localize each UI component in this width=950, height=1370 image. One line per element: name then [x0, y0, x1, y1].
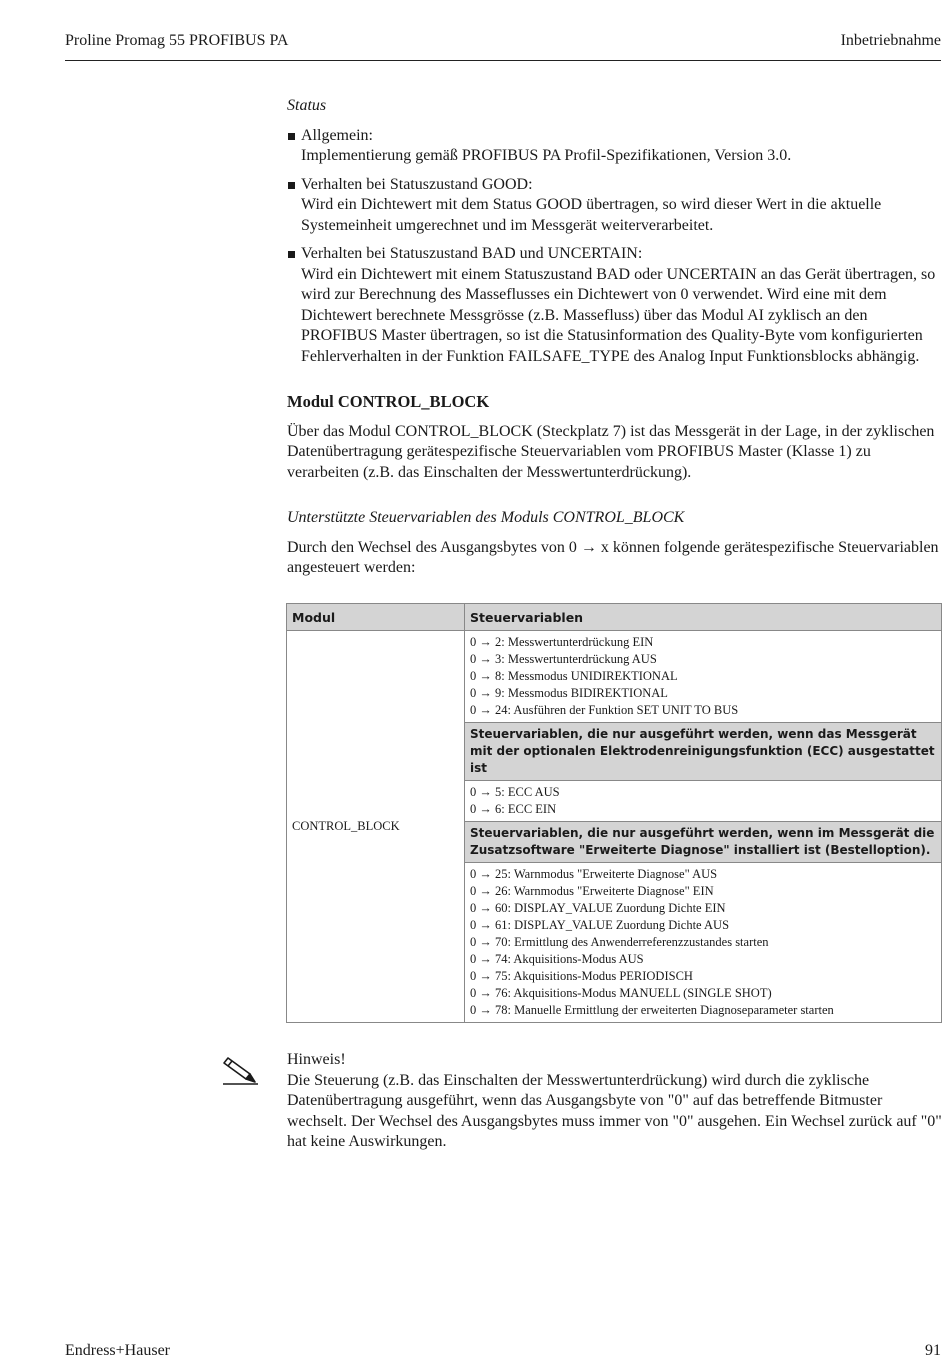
section-title: Modul CONTROL_BLOCK [287, 392, 490, 411]
variables-cell-group1 [465, 631, 942, 723]
list-item-text: Wird ein Dichtewert mit einem Statuszustand BAD oder UNCERTAIN an das Gerät übertragen, so wird zur Berechnung des Masseflusses ein Dichtewert von 0 verwendet. Wird eine mit dem Dichtewert berechnete Messgrösse (z.B. Massefluss) über das Modul AI zyklisch an den PROFIBUS Master übertragen, so ist die Statusinformation des Quality-Byte vom konfigurierten Fehlerverhalten in der Funktion FAILSAFE_TYPE des Analog Input Funktionsblocks abhängig. [301, 265, 936, 365]
list-item-label: Verhalten bei Statuszustand BAD und UNCERTAIN: [301, 245, 643, 262]
table-row [287, 631, 942, 723]
section-intro: Über das Modul CONTROL_BLOCK (Steckplatz 7) ist das Messgerät in der Lage, in der zyklischen Datenübertragung gerätespezifische Steuervariablen vom PROFIBUS Master (Klasse 1) zu verarbeiten (z.B. das Einschalten der Messwertunterdrückung). [287, 422, 935, 481]
header-divider [65, 60, 941, 61]
header-title: Proline Promag 55 PROFIBUS PA [65, 32, 289, 49]
variable-line: 0 → 26: Warnmodus "Erweiterte Diagnose" EIN [470, 884, 714, 898]
list-item-text: Implementierung gemäß PROFIBUS PA Profil-Spezifikationen, Version 3.0. [301, 147, 792, 164]
page-number: 91 [925, 1342, 941, 1359]
variable-line: 0 → 74: Akquisitions-Modus AUS [470, 952, 644, 966]
status-list [287, 126, 942, 368]
hint-text: Die Steuerung (z.B. das Einschalten der Messwertunterdrückung) wird durch die zyklische Datenübertragung ausgeführt, wenn das Ausgangsbyte von "0" auf das betreffende Bitmuster wechselt. Der Wechsel des Ausgangsbytes muss immer von "0" ausgehen. Ein Wechsel zurück auf "0" hat keine Auswirkungen. [287, 1071, 942, 1150]
variable-line: 0 → 76: Akquisitions-Modus MANUELL (SINGLE SHOT) [470, 986, 772, 1000]
variable-line: 0 → 60: DISPLAY_VALUE Zuordung Dichte EIN [470, 901, 726, 915]
variables-cell-group2 [465, 781, 942, 822]
list-item [287, 244, 942, 367]
table-header-row [287, 604, 942, 631]
variable-line: 0 → 6: ECC EIN [470, 802, 557, 816]
note-cell-diagnose: Steuervariablen, die nur ausgeführt werden, wenn im Messgerät die Zusatzsoftware "Erweiterte Diagnose" installiert ist (Bestelloption). [465, 822, 942, 863]
variable-line: 0 → 3: Messwertunterdrückung AUS [470, 652, 657, 666]
variable-line: 0 → 75: Akquisitions-Modus PERIODISCH [470, 969, 693, 983]
control-variables-table [286, 603, 942, 1023]
bullet-icon [288, 133, 295, 140]
list-item-label: Allgemein: [301, 126, 373, 144]
list-item [287, 126, 942, 167]
variable-line: 0 → 2: Messwertunterdrückung EIN [470, 635, 654, 649]
list-item-label: Verhalten bei Statuszustand GOOD: [301, 175, 533, 193]
variable-line: 0 → 8: Messmodus UNIDIREKTIONAL [470, 669, 678, 683]
module-name-cell: CONTROL_BLOCK [287, 631, 465, 1023]
variable-line: 0 → 78: Manuelle Ermittlung der erweiterten Diagnoseparameter starten [470, 1003, 834, 1017]
variable-line: 0 → 61: DISPLAY_VALUE Zuordung Dichte AUS [470, 918, 730, 932]
column-header-modul: Modul [287, 604, 465, 631]
variable-line: 0 → 9: Messmodus BIDIREKTIONAL [470, 686, 668, 700]
column-header-steuervariablen: Steuervariablen [465, 604, 942, 631]
list-item-text: Wird ein Dichtewert mit dem Status GOOD übertragen, so wird dieser Wert in die aktuelle Systemeinheit umgerechnet und im Messgerät weiterverarbeitet. [301, 196, 882, 234]
subheading: Unterstützte Steuervariablen des Moduls CONTROL_BLOCK [287, 509, 685, 526]
variable-line: 0 → 24: Ausführen der Funktion SET UNIT TO BUS [470, 703, 739, 717]
main-content [287, 96, 942, 579]
variable-line: 0 → 5: ECC AUS [470, 785, 560, 799]
pencil-icon [218, 1052, 262, 1086]
bullet-icon [288, 251, 295, 258]
footer-brand: Endress+Hauser [65, 1342, 170, 1359]
bullet-icon [288, 182, 295, 189]
status-heading: Status [287, 97, 327, 114]
variables-cell-group3 [465, 863, 942, 1023]
subheading-text: Durch den Wechsel des Ausgangsbytes von 0 → x können folgende gerätespezifische Steuervariablen angesteuert werden: [287, 538, 939, 576]
hint-title: Hinweis! [287, 1051, 346, 1068]
variable-line: 0 → 25: Warnmodus "Erweiterte Diagnose" AUS [470, 867, 718, 881]
hint-box [287, 1050, 942, 1153]
header-section: Inbetriebnahme [840, 32, 941, 49]
variable-line: 0 → 70: Ermittlung des Anwenderreferenzzustandes starten [470, 935, 769, 949]
list-item [287, 175, 942, 237]
note-cell-ecc: Steuervariablen, die nur ausgeführt werden, wenn das Messgerät mit der optionalen Elektrodenreinigungsfunktion (ECC) ausgestattet ist [465, 723, 942, 781]
